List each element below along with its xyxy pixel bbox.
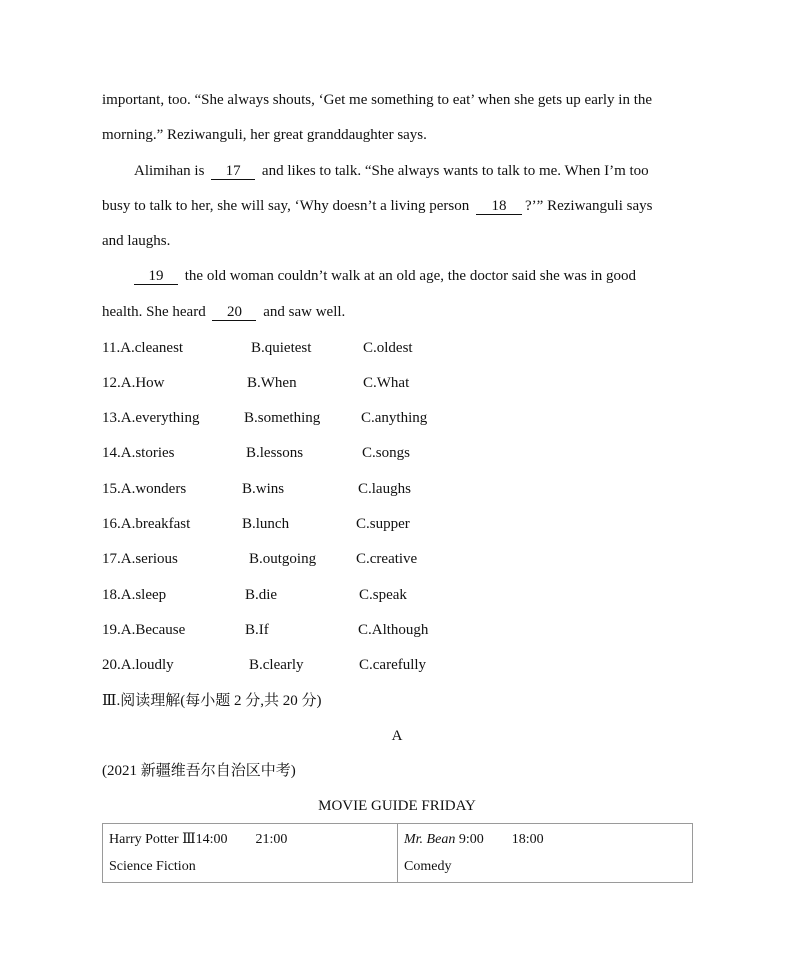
table-row xyxy=(103,824,693,883)
option-b: B.If xyxy=(245,622,269,638)
movie-title: Harry Potter Ⅲ xyxy=(109,832,196,847)
option-c: C.oldest xyxy=(363,340,413,356)
show-time: 21:00 xyxy=(255,832,288,847)
show-time: 14:00 xyxy=(195,832,228,847)
part-label: A xyxy=(391,728,403,744)
section-heading: Ⅲ.阅读理解(每小题 2 分,共 20 分) xyxy=(102,693,322,709)
option-a: 12.A.How xyxy=(102,375,165,391)
option-a: 18.A.sleep xyxy=(102,587,167,603)
show-time: 9:00 xyxy=(458,832,484,847)
passage-line-5: and laughs. xyxy=(102,233,171,249)
option-a: 14.A.stories xyxy=(102,445,175,461)
option-b: B.clearly xyxy=(249,657,304,673)
option-b: B.die xyxy=(245,587,278,603)
option-a: 17.A.serious xyxy=(102,551,178,567)
passage-text: the old woman couldn’t walk at an old age, the doctor said she was in good xyxy=(184,268,637,284)
movie-cell-mr-bean xyxy=(398,824,693,883)
passage-line-1: important, too. “She always shouts, ‘Get me something to eat’ when she gets up early in the xyxy=(102,92,653,108)
passage-text: busy to talk to her, she will say, ‘Why doesn’t a living person xyxy=(102,198,470,214)
movie-genre: Science Fiction xyxy=(109,859,196,874)
option-c: C.anything xyxy=(361,410,428,426)
option-a: 11.A.cleanest xyxy=(102,340,184,356)
passage-text: ?’” Reziwanguli says xyxy=(525,198,653,214)
passage-line-3 xyxy=(134,161,649,181)
option-c: C.What xyxy=(363,375,410,391)
source-note: (2021 新疆维吾尔自治区中考) xyxy=(102,763,296,779)
option-a: 20.A.loudly xyxy=(102,657,174,673)
guide-title: MOVIE GUIDE FRIDAY xyxy=(318,798,476,814)
option-b: B.outgoing xyxy=(249,551,317,567)
passage-text: Alimihan is xyxy=(134,163,205,179)
blank-19: 19 xyxy=(134,268,178,285)
movie-cell-harry-potter xyxy=(103,824,398,883)
movie-guide-table xyxy=(102,823,693,883)
option-b: B.lessons xyxy=(246,445,304,461)
movie-title: Mr. Bean xyxy=(404,832,456,847)
option-a: 15.A.wonders xyxy=(102,481,187,497)
option-a: 16.A.breakfast xyxy=(102,516,191,532)
option-b: B.wins xyxy=(242,481,285,497)
option-b: B.something xyxy=(244,410,321,426)
option-b: B.lunch xyxy=(242,516,290,532)
option-b: B.quietest xyxy=(251,340,312,356)
option-c: C.songs xyxy=(362,445,410,461)
show-time: 18:00 xyxy=(511,832,544,847)
movie-genre: Comedy xyxy=(404,859,452,874)
blank-20: 20 xyxy=(212,304,256,321)
passage-text: and saw well. xyxy=(263,304,346,320)
blank-18: 18 xyxy=(476,198,522,215)
option-c: C.Although xyxy=(358,622,429,638)
option-c: C.supper xyxy=(356,516,410,532)
option-c: C.creative xyxy=(356,551,418,567)
passage-text: and likes to talk. “She always wants to talk to me. When I’m too xyxy=(261,163,649,179)
passage-text: health. She heard xyxy=(102,304,206,320)
blank-17: 17 xyxy=(211,163,255,180)
option-a: 13.A.everything xyxy=(102,410,200,426)
passage-line-7 xyxy=(102,302,345,322)
passage-line-6 xyxy=(134,266,636,286)
option-c: C.laughs xyxy=(358,481,411,497)
option-c: C.carefully xyxy=(359,657,427,673)
passage-line-4 xyxy=(102,196,652,216)
option-a: 19.A.Because xyxy=(102,622,186,638)
option-c: C.speak xyxy=(359,587,407,603)
passage-line-2: morning.” Reziwanguli, her great granddaughter says. xyxy=(102,127,427,143)
option-b: B.When xyxy=(247,375,297,391)
